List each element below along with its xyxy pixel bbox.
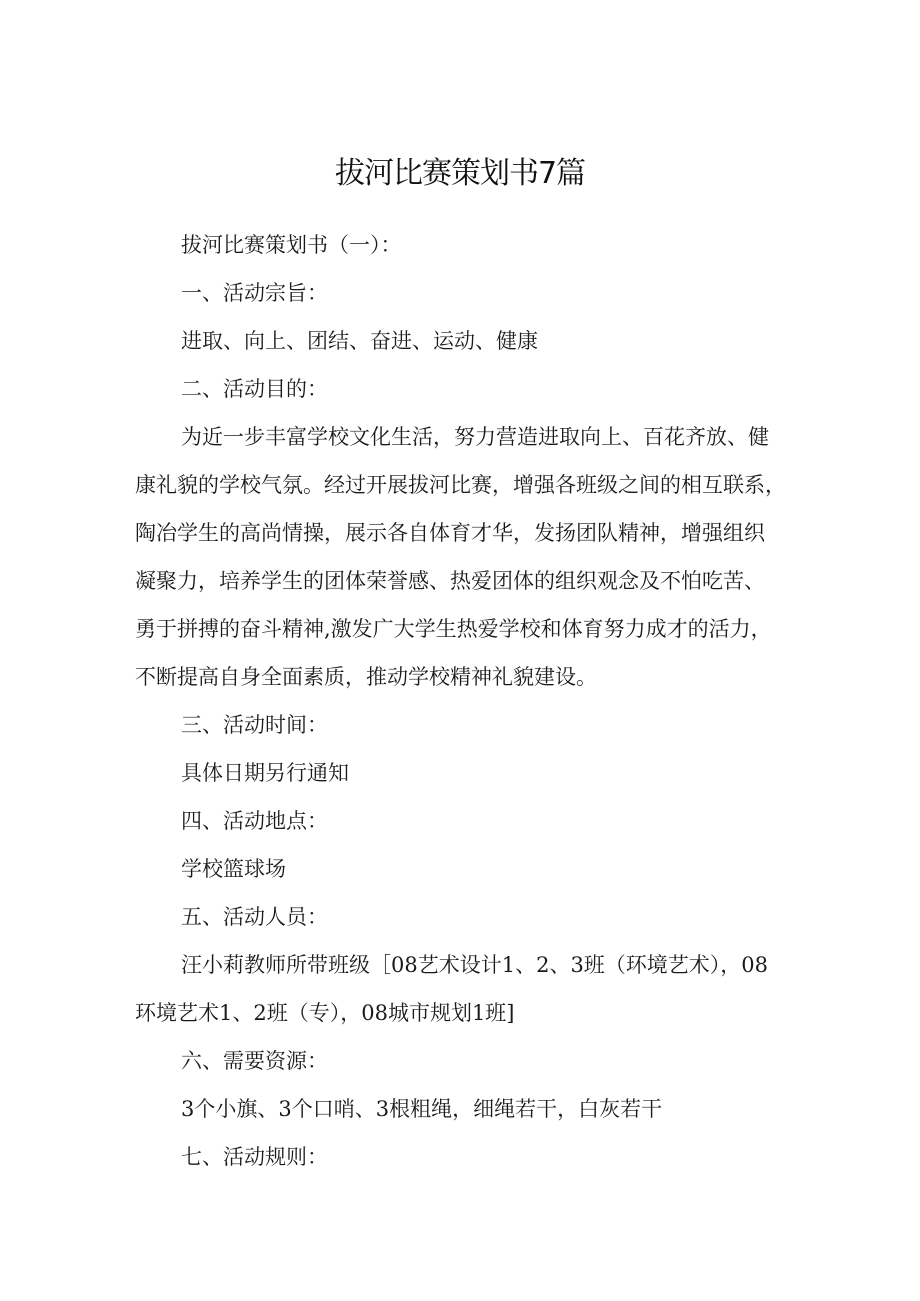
heading-goal: 二、活动目的： [181,377,328,401]
paragraph-goal-line-5: 勇于拼搏的奋斗精神,激发广大学生热爱学校和体育努力成才的活力， [135,617,772,641]
paragraph-participants-line-1: 汪小莉教师所带班级［08艺术设计1、2、3班（环境艺术），08 [181,953,769,977]
paragraph-purpose: 进取、向上、团结、奋进、运动、健康 [181,329,538,353]
section-subtitle: 拔河比赛策划书（一）： [181,233,402,257]
paragraph-goal-line-2: 康礼貌的学校气氛。经过开展拔河比赛，增强各班级之间的相互联系， [135,473,786,497]
heading-participants: 五、活动人员： [181,905,328,929]
document-title: 拔河比赛策划书7篇 [334,156,586,191]
paragraph-goal-line-3: 陶冶学生的高尚情操，展示各自体育才华，发扬团队精神，增强组织 [135,521,765,545]
paragraph-goal-line-4: 凝聚力，培养学生的团体荣誉感、热爱团体的组织观念及不怕吃苦、 [135,569,765,593]
heading-rules: 七、活动规则： [181,1145,328,1169]
heading-location: 四、活动地点： [181,809,328,833]
heading-time: 三、活动时间： [181,713,328,737]
paragraph-goal-line-1: 为近一步丰富学校文化生活，努力营造进取向上、百花齐放、健 [181,425,769,449]
paragraph-participants-line-2: 环境艺术1、2班（专），08城市规划1班] [135,1001,515,1025]
paragraph-time: 具体日期另行通知 [181,761,349,785]
paragraph-goal-line-6: 不断提高自身全面素质，推动学校精神礼貌建设。 [135,665,597,689]
heading-purpose: 一、活动宗旨： [181,281,328,305]
paragraph-location: 学校篮球场 [181,857,286,881]
paragraph-resources: 3个小旗、3个口哨、3根粗绳，细绳若干，白灰若干 [181,1097,663,1121]
heading-resources: 六、需要资源： [181,1049,328,1073]
